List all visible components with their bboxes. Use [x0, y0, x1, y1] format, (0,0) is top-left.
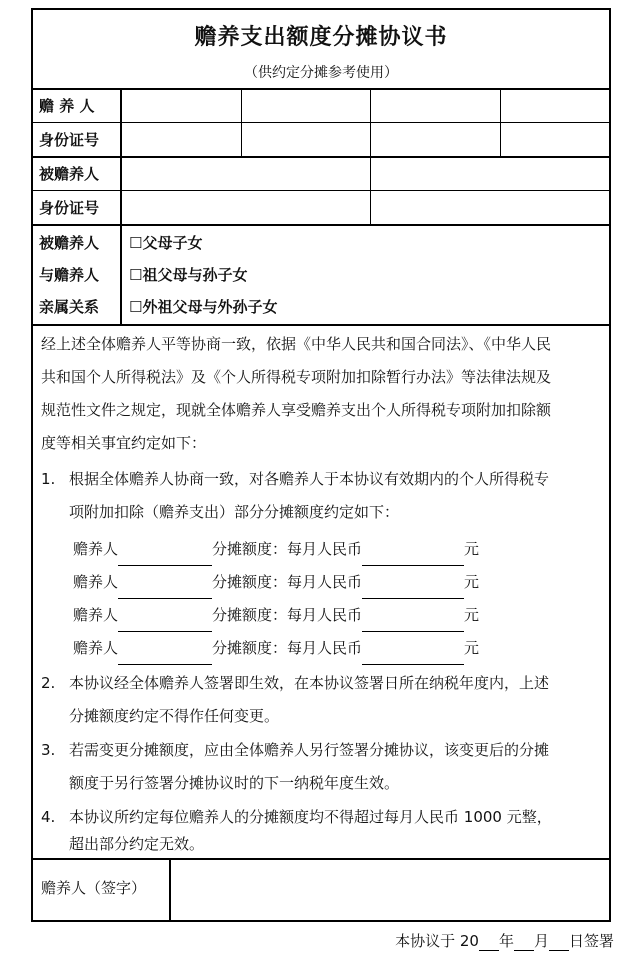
label-supported-id: 身份证号 [39, 199, 100, 217]
intro-line-4: 度等相关事宜约定如下： [41, 434, 207, 452]
allocation-amount-blank[interactable] [362, 581, 464, 599]
intro-line-3: 规范性文件之规定，现就全体赡养人享受赡养支出个人所得税专项附加扣除额 [41, 401, 552, 419]
divider-col-a [241, 88, 242, 156]
divider-signature [169, 858, 171, 922]
relation-label-2: 与赡养人 [39, 266, 100, 284]
intro-line-1: 经上述全体赡养人平等协商一致，依据《中华人民共和国合同法》、《中华人民 [41, 335, 552, 353]
allocation-amount-blank[interactable] [362, 548, 464, 566]
allocation-supporter-label: 赡养人 [73, 540, 119, 558]
allocation-name-blank[interactable] [118, 647, 212, 665]
signing-date [395, 930, 614, 951]
relation-label-3: 亲属关系 [39, 298, 100, 316]
allocation-amount-label: 分摊额度：每月人民币 [212, 540, 363, 558]
intro-line-2: 共和国个人所得税法》及《个人所得税专项附加扣除暂行办法》等法律法规及 [41, 368, 552, 386]
allocation-row [73, 533, 479, 566]
allocation-amount-label: 分摊额度：每月人民币 [212, 573, 363, 591]
allocation-unit: 元 [464, 606, 480, 624]
clause-1-line-2: 项附加扣除（赡养支出）部分分摊额度约定如下： [69, 503, 400, 521]
allocation-unit: 元 [464, 540, 480, 558]
relation-option-maternal-grandparent[interactable]: ☐外祖父母与外孙子女 [129, 298, 278, 316]
relation-label-1: 被赡养人 [39, 234, 100, 252]
date-year: 年 [498, 932, 514, 950]
divider-col-b [370, 88, 371, 224]
clause-2-line-1: 本协议经全体赡养人签署即生效，在本协议签署日所在纳税年度内，上述 [69, 674, 550, 692]
label-supporter: 赡 养 人 [39, 97, 95, 115]
form-title: 赡养支出额度分摊协议书 [194, 25, 448, 50]
clause-1-line-1: 根据全体赡养人协商一致，对各赡养人于本协议有效期内的个人所得税专 [69, 470, 550, 488]
clause-4-line-2: 超出部分约定无效。 [69, 835, 205, 853]
allocation-amount-label: 分摊额度：每月人民币 [212, 606, 363, 624]
allocation-name-blank[interactable] [118, 581, 212, 599]
signature-label: 赡养人（签字） [41, 879, 147, 897]
allocation-amount-blank[interactable] [362, 614, 464, 632]
form-subtitle: （供约定分摊参考使用） [244, 65, 398, 81]
clause-2-line-2: 分摊额度约定不得作任何变更。 [69, 707, 280, 725]
year-blank[interactable] [479, 933, 499, 951]
allocation-row [73, 632, 479, 665]
allocation-amount-label: 分摊额度：每月人民币 [212, 639, 363, 657]
allocation-unit: 元 [464, 639, 480, 657]
clause-4-number: 4. [41, 808, 56, 826]
allocation-supporter-label: 赡养人 [73, 639, 119, 657]
allocation-supporter-label: 赡养人 [73, 573, 119, 591]
divider-relation [33, 324, 609, 326]
allocation-unit: 元 [464, 573, 480, 591]
clause-3-line-2: 额度于另行签署分摊协议时的下一纳税年度生效。 [69, 774, 400, 792]
allocation-row [73, 599, 479, 632]
clause-4-line-1: 本协议所约定每位赡养人的分摊额度均不得超过每月人民币 1000 元整， [69, 808, 552, 826]
label-supported: 被赡养人 [39, 165, 100, 183]
date-prefix: 本协议于 20 [395, 932, 479, 950]
allocation-row [73, 566, 479, 599]
allocation-supporter-label: 赡养人 [73, 606, 119, 624]
label-supporter-id: 身份证号 [39, 131, 100, 149]
allocation-name-blank[interactable] [118, 614, 212, 632]
agreement-form [31, 8, 611, 922]
allocation-name-blank[interactable] [118, 548, 212, 566]
date-month: 月 [533, 932, 549, 950]
allocation-amount-blank[interactable] [362, 647, 464, 665]
month-blank[interactable] [514, 933, 534, 951]
clause-2-number: 2. [41, 674, 56, 692]
divider-label-column [120, 88, 122, 324]
clause-3-number: 3. [41, 741, 56, 759]
divider-col-c [500, 88, 501, 156]
day-blank[interactable] [549, 933, 569, 951]
clause-3-line-1: 若需变更分摊额度，应由全体赡养人另行签署分摊协议，该变更后的分摊 [69, 741, 550, 759]
relation-option-grandparent[interactable]: ☐祖父母与孙子女 [129, 266, 248, 284]
date-day: 日签署 [568, 932, 614, 950]
signature-area[interactable] [172, 860, 608, 920]
relation-option-parent-child[interactable]: ☐父母子女 [129, 234, 203, 252]
clause-1-number: 1. [41, 470, 56, 488]
